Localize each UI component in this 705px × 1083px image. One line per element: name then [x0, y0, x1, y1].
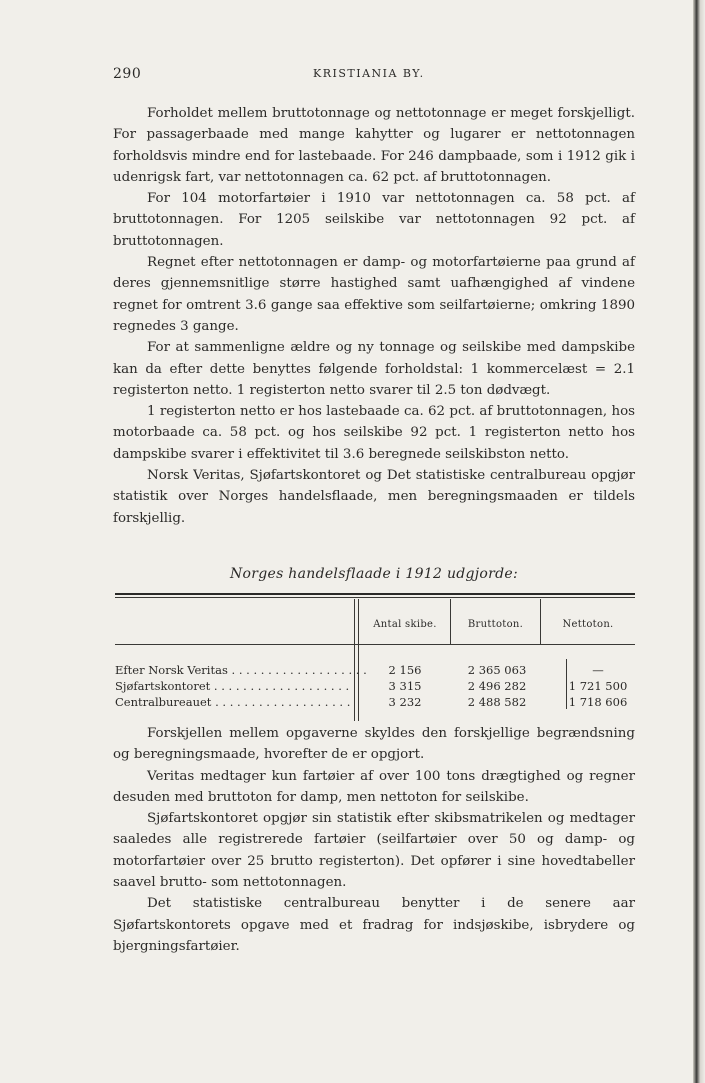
cell-netto: 1 718 606 [568, 695, 628, 709]
table-row [115, 663, 635, 679]
paragraph: Sjøfartskontoret opgjør sin statistik efter skibsmatrikelen og medtager saaledes alle registrerede fartøier (seilfartøier over 50 og damp- og motorfartøier over 25 brutto registerton). Det opfører i sine hovedtabeller saavel brutto- som nettotonnagen. [113, 811, 635, 891]
cell-brutto: 2 496 282 [467, 679, 527, 693]
cell-brutto: 2 365 063 [467, 663, 527, 677]
cell-antal: 3 232 [388, 695, 422, 709]
paragraph: Forskjellen mellem opgaverne skyldes den forskjellige begrændsning og beregningsmaade, hvorefter de er opgjort. [113, 726, 635, 763]
page-number: 290 [113, 66, 142, 82]
table-row [115, 695, 635, 711]
paragraph: Norsk Veritas, Sjøfartskontoret og Det statistiske centralbureau opgjør statistik over Norges handelsflaade, men beregningsmaaden er tildels forskjellig. [113, 468, 635, 526]
row-leader: Sjøfartskontoret . . . . . . . . . . . . . . . . . . . [115, 679, 350, 693]
paragraph: For at sammenligne ældre og ny tonnage og seilskibe med dampskibe kan da efter dette benyttes følgende forholdstal: 1 kommercelæst = 2.1 registerton netto. 1 registerton netto svarer til 2.5 ton dødvægt. [113, 340, 635, 398]
table-top-rule-thin [115, 597, 635, 598]
row-label: Sjøfartskontoret [115, 679, 211, 693]
row-leader: Efter Norsk Veritas . . . . . . . . . . . . . . . . . . . [115, 663, 367, 677]
row-label: Centralbureauet [115, 695, 212, 709]
cell-brutto: 2 488 582 [467, 695, 527, 709]
row-leader: Centralbureauet . . . . . . . . . . . . . . . . . . . [115, 695, 351, 709]
table-top-rule [115, 593, 635, 595]
page-header [113, 66, 631, 86]
paragraph: Det statistiske centralbureau benytter i de senere aar Sjøfartskontorets opgave med et fradrag for indsjøskibe, isbrydere og bjergningsfartøier. [113, 896, 635, 954]
column-header-brutto: Bruttoton. [467, 619, 524, 630]
column-header-netto: Nettoton. [562, 619, 614, 630]
running-head: KRISTIANIA BY. [313, 67, 425, 80]
cell-netto: 1 721 500 [568, 679, 628, 693]
body-text-top [113, 103, 635, 529]
page-edge [693, 0, 705, 1083]
cell-netto: — [592, 663, 604, 677]
paragraph: Forholdet mellem bruttotonnage og nettotonnage er meget forskjelligt. For passagerbaade med mange kahytter og lugarer er nettotonnagen forholdsvis mindre end for lastebaade. For 246 dampbaade, som i 1912 gik i udenrigsk fart, var nettotonnagen ca. 62 pct. af bruttotonnagen. [113, 106, 635, 185]
paragraph: For 104 motorfartøier i 1910 var nettotonnagen ca. 58 pct. af bruttotonnagen. For 1205 seilskibe var nettotonnagen 92 pct. af bruttotonnagen. [113, 191, 635, 249]
paragraph: Regnet efter nettotonnagen er damp- og motorfartøierne paa grund af deres gjennemsnitlige større hastighed samt uafhængighed af vindene regnet for omtrent 3.6 gange saa effektive som seilfartøierne; omkring 1890 regnedes 3 gange. [113, 255, 635, 334]
paragraph: Veritas medtager kun fartøier af over 100 tons drægtighed og regner desuden med bruttoton for damp, men nettoton for seilskibe. [113, 768, 635, 805]
cell-antal: 3 315 [388, 679, 422, 693]
table-row [115, 679, 635, 695]
row-label: Efter Norsk Veritas [115, 663, 228, 677]
column-header-antal: Antal skibe. [373, 619, 437, 630]
cell-antal: 2 156 [388, 663, 422, 677]
table-caption: Norges handelsflaade i 1912 udgjorde: [229, 566, 519, 582]
table-header-rule [115, 644, 635, 645]
body-text-bottom [113, 723, 635, 957]
paragraph: 1 registerton netto er hos lastebaade ca. 62 pct. af bruttotonnagen, hos motorbaade ca. 58 pct. og hos seilskibe 92 pct. 1 registerton netto hos dampskibe svarer i effektivitet til 3.6 beregnede seilskibston netto. [113, 404, 635, 462]
